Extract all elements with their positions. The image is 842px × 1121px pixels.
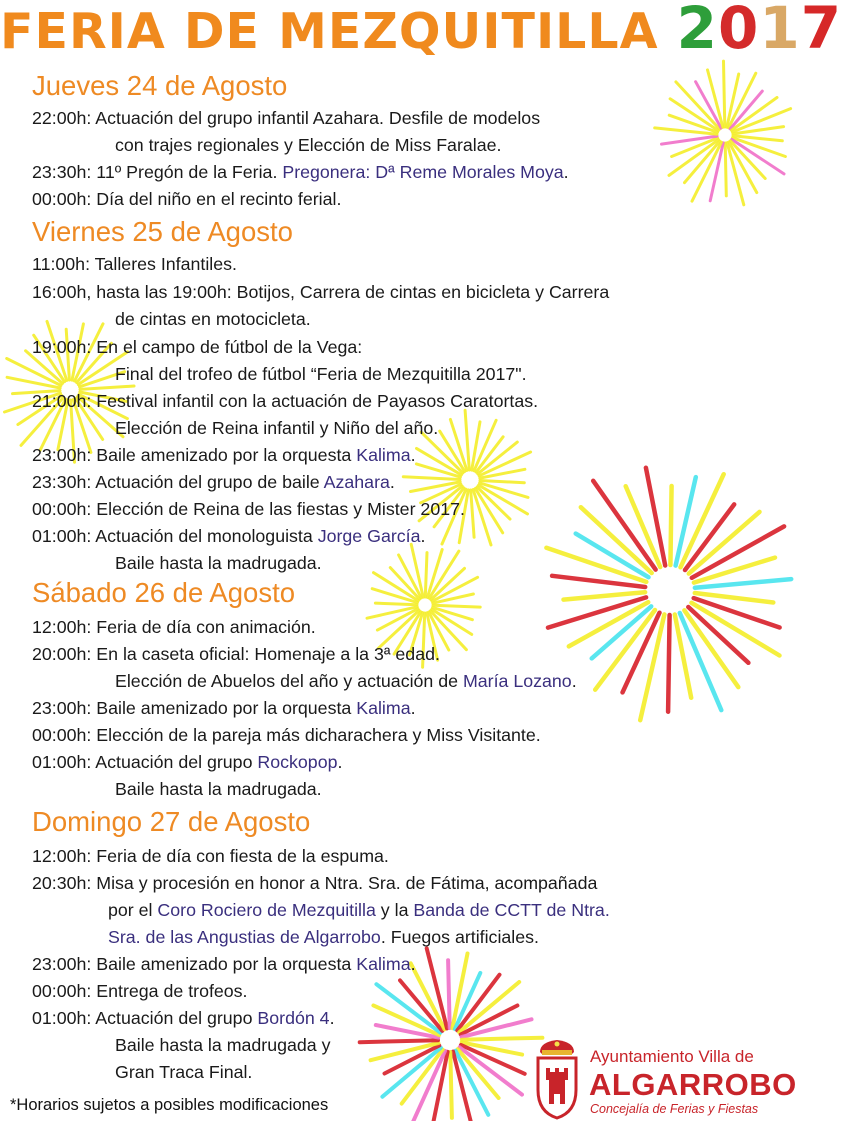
title-year xyxy=(677,0,842,62)
schedule-text: 00:00h: Día del niño en el recinto ferial. xyxy=(32,189,342,209)
schedule-text: . xyxy=(337,752,343,772)
schedule-text: 01:00h: Actuación del grupo xyxy=(32,752,258,772)
schedule-text: Elección de Abuelos del año y actuación de xyxy=(115,671,463,691)
schedule-line xyxy=(32,643,440,665)
schedule-line xyxy=(32,697,416,719)
firework-ray xyxy=(450,1052,452,1118)
schedule-line xyxy=(32,161,569,183)
firework-burst xyxy=(546,468,791,721)
schedule-line xyxy=(115,363,527,385)
highlighted-name: Kalima xyxy=(356,954,411,974)
schedule-line xyxy=(115,134,501,156)
firework-ray xyxy=(695,579,791,588)
year-digit: 7 xyxy=(800,0,842,62)
schedule-text: 12:00h: Feria de día con animación. xyxy=(32,617,316,637)
year-digit: 1 xyxy=(759,0,801,62)
schedule-text: . xyxy=(389,472,395,492)
schedule-line xyxy=(32,616,316,638)
schedule-text: 00:00h: Entrega de trofeos. xyxy=(32,981,248,1001)
schedule-text: . xyxy=(410,954,416,974)
schedule-line xyxy=(32,336,362,358)
firework-ray xyxy=(403,477,460,480)
schedule-line xyxy=(115,417,438,439)
schedule-line xyxy=(32,980,248,1002)
logo-department: Concejalía de Ferias y Fiestas xyxy=(590,1102,759,1116)
day-title: Domingo 27 de Agosto xyxy=(32,806,311,837)
schedule-text: Baile hasta la madrugada. xyxy=(115,553,322,573)
coat-of-arms-icon xyxy=(532,1038,582,1120)
firework-ray xyxy=(462,1038,542,1040)
schedule-line xyxy=(32,107,540,129)
highlighted-name: Coro Rociero de Mezquitilla xyxy=(157,900,376,920)
schedule-text: . xyxy=(410,445,416,465)
schedule-line xyxy=(32,390,538,412)
logo-town-name: ALGARROBO xyxy=(589,1067,797,1102)
schedule-line xyxy=(32,872,597,894)
footnote: *Horarios sujetos a posibles modificaciones xyxy=(10,1096,329,1114)
schedule-line xyxy=(108,926,539,948)
schedule-text: 23:00h: Baile amenizado por la orquesta xyxy=(32,698,357,718)
highlighted-name: Rockopop xyxy=(257,752,338,772)
schedule-line xyxy=(32,444,416,466)
schedule-line xyxy=(32,751,342,773)
day-title: Jueves 24 de Agosto xyxy=(32,70,288,101)
schedule-line xyxy=(32,498,465,520)
schedule-line xyxy=(108,899,610,921)
schedule-line xyxy=(32,845,389,867)
schedule-line xyxy=(115,778,322,800)
day-title: Sábado 26 de Agosto xyxy=(32,577,296,608)
schedule-text: 21:00h: Festival infantil con la actuación de Payasos Caratortas. xyxy=(32,391,539,411)
firework-ray xyxy=(564,592,646,599)
schedule-text: Gran Traca Final. xyxy=(115,1062,253,1082)
schedule-text: 20:30h: Misa y procesión en honor a Ntra. Sra. de Fátima, acompañada xyxy=(32,873,598,893)
highlighted-name: Kalima xyxy=(356,445,411,465)
schedule-line xyxy=(32,281,609,303)
schedule-text: . xyxy=(329,1008,335,1028)
schedule-line xyxy=(115,308,311,330)
schedule-line xyxy=(115,1061,252,1083)
town-hall-logo xyxy=(532,1038,797,1120)
schedule-text: . Fuegos artificiales. xyxy=(380,927,539,947)
schedule-text: Baile hasta la madrugada y xyxy=(115,1035,331,1055)
schedule-text: de cintas en motocicleta. xyxy=(115,309,311,329)
firework-ray xyxy=(448,960,450,1028)
schedule-line xyxy=(32,525,425,547)
schedule-text: Final del trofeo de fútbol “Feria de Mezquitilla 2017". xyxy=(115,364,527,384)
firework-ray xyxy=(425,553,427,597)
schedule-line xyxy=(32,188,341,210)
firework-ray xyxy=(80,386,134,389)
firework-burst xyxy=(655,61,791,205)
schedule-text: . xyxy=(563,162,569,182)
poster-title xyxy=(0,0,842,62)
schedule-text: 16:00h, hasta las 19:00h: Botijos, Carrera de cintas en bicicleta y Carrera xyxy=(32,282,610,302)
highlighted-name: Pregonera: Dª Reme Morales Moya xyxy=(282,162,564,182)
schedule-text: 01:00h: Actuación del monologuista xyxy=(32,526,318,546)
schedule-text: . xyxy=(571,671,577,691)
firework-ray xyxy=(668,615,670,712)
schedule-text: 11:00h: Talleres Infantiles. xyxy=(32,254,237,274)
schedule-text: por el xyxy=(108,900,158,920)
schedule-text: Baile hasta la madrugada. xyxy=(115,779,322,799)
schedule-text: 23:30h: Actuación del grupo de baile xyxy=(32,472,324,492)
schedule-text: . xyxy=(410,698,416,718)
highlighted-name: Kalima xyxy=(356,698,411,718)
highlighted-name: Sra. de las Angustias de Algarrobo xyxy=(108,927,381,947)
firework-ray xyxy=(471,490,474,537)
schedule-text: 00:00h: Elección de la pareja más dicharachera y Miss Visitante. xyxy=(32,725,541,745)
highlighted-name: Banda de CCTT de Ntra. xyxy=(413,900,610,920)
year-digit: 2 xyxy=(676,0,718,62)
schedule-line xyxy=(32,953,416,975)
schedule-text: con trajes regionales y Elección de Miss Faralae. xyxy=(115,135,502,155)
schedule-line xyxy=(32,253,237,275)
schedule-text: 23:00h: Baile amenizado por la orquesta xyxy=(32,954,357,974)
schedule-line xyxy=(115,552,322,574)
schedule-text: y la xyxy=(375,900,414,920)
schedule-text: 01:00h: Actuación del grupo xyxy=(32,1008,258,1028)
year-digit: 0 xyxy=(717,0,760,62)
day-title: Viernes 25 de Agosto xyxy=(32,216,293,247)
firework-ray xyxy=(465,410,469,470)
schedule-line xyxy=(32,471,395,493)
firework-ray xyxy=(670,486,671,565)
schedule-text: 23:00h: Baile amenizado por la orquesta xyxy=(32,445,357,465)
firework-ray xyxy=(480,481,524,483)
highlighted-name: Azahara xyxy=(323,472,390,492)
schedule-text: Elección de Reina infantil y Niño del año. xyxy=(115,418,439,438)
schedule-line xyxy=(115,1034,331,1056)
schedule-line xyxy=(115,670,577,692)
schedule-text: . xyxy=(420,526,426,546)
firework-ray xyxy=(433,605,480,607)
firework-ray xyxy=(675,615,691,698)
title-text: FERIA DE MEZQUITILLA xyxy=(0,3,659,60)
firework-ray xyxy=(360,1040,438,1042)
firework-ray xyxy=(724,61,725,127)
schedule-text: 19:00h: En el campo de fútbol de la Vega: xyxy=(32,337,363,357)
schedule-text: 20:00h: En la caseta oficial: Homenaje a la 3ª edad. xyxy=(32,644,440,664)
schedule-line xyxy=(32,724,541,746)
firework-ray xyxy=(725,143,726,196)
schedule-text: 00:00h: Elección de Reina de las fiestas y Mister 2017. xyxy=(32,499,465,519)
highlighted-name: Bordón 4 xyxy=(257,1008,330,1028)
firework-ray xyxy=(375,603,417,605)
highlighted-name: Jorge García xyxy=(317,526,421,546)
schedule-line xyxy=(32,1007,335,1029)
schedule-text: 12:00h: Feria de día con fiesta de la espuma. xyxy=(32,846,389,866)
schedule-text: 22:00h: Actuación del grupo infantil Azahara. Desfile de modelos xyxy=(32,108,541,128)
schedule-text: 23:30h: 11º Pregón de la Feria. xyxy=(32,162,283,182)
highlighted-name: María Lozano xyxy=(462,671,572,691)
logo-line-1: Ayuntamiento Villa de xyxy=(590,1047,754,1066)
